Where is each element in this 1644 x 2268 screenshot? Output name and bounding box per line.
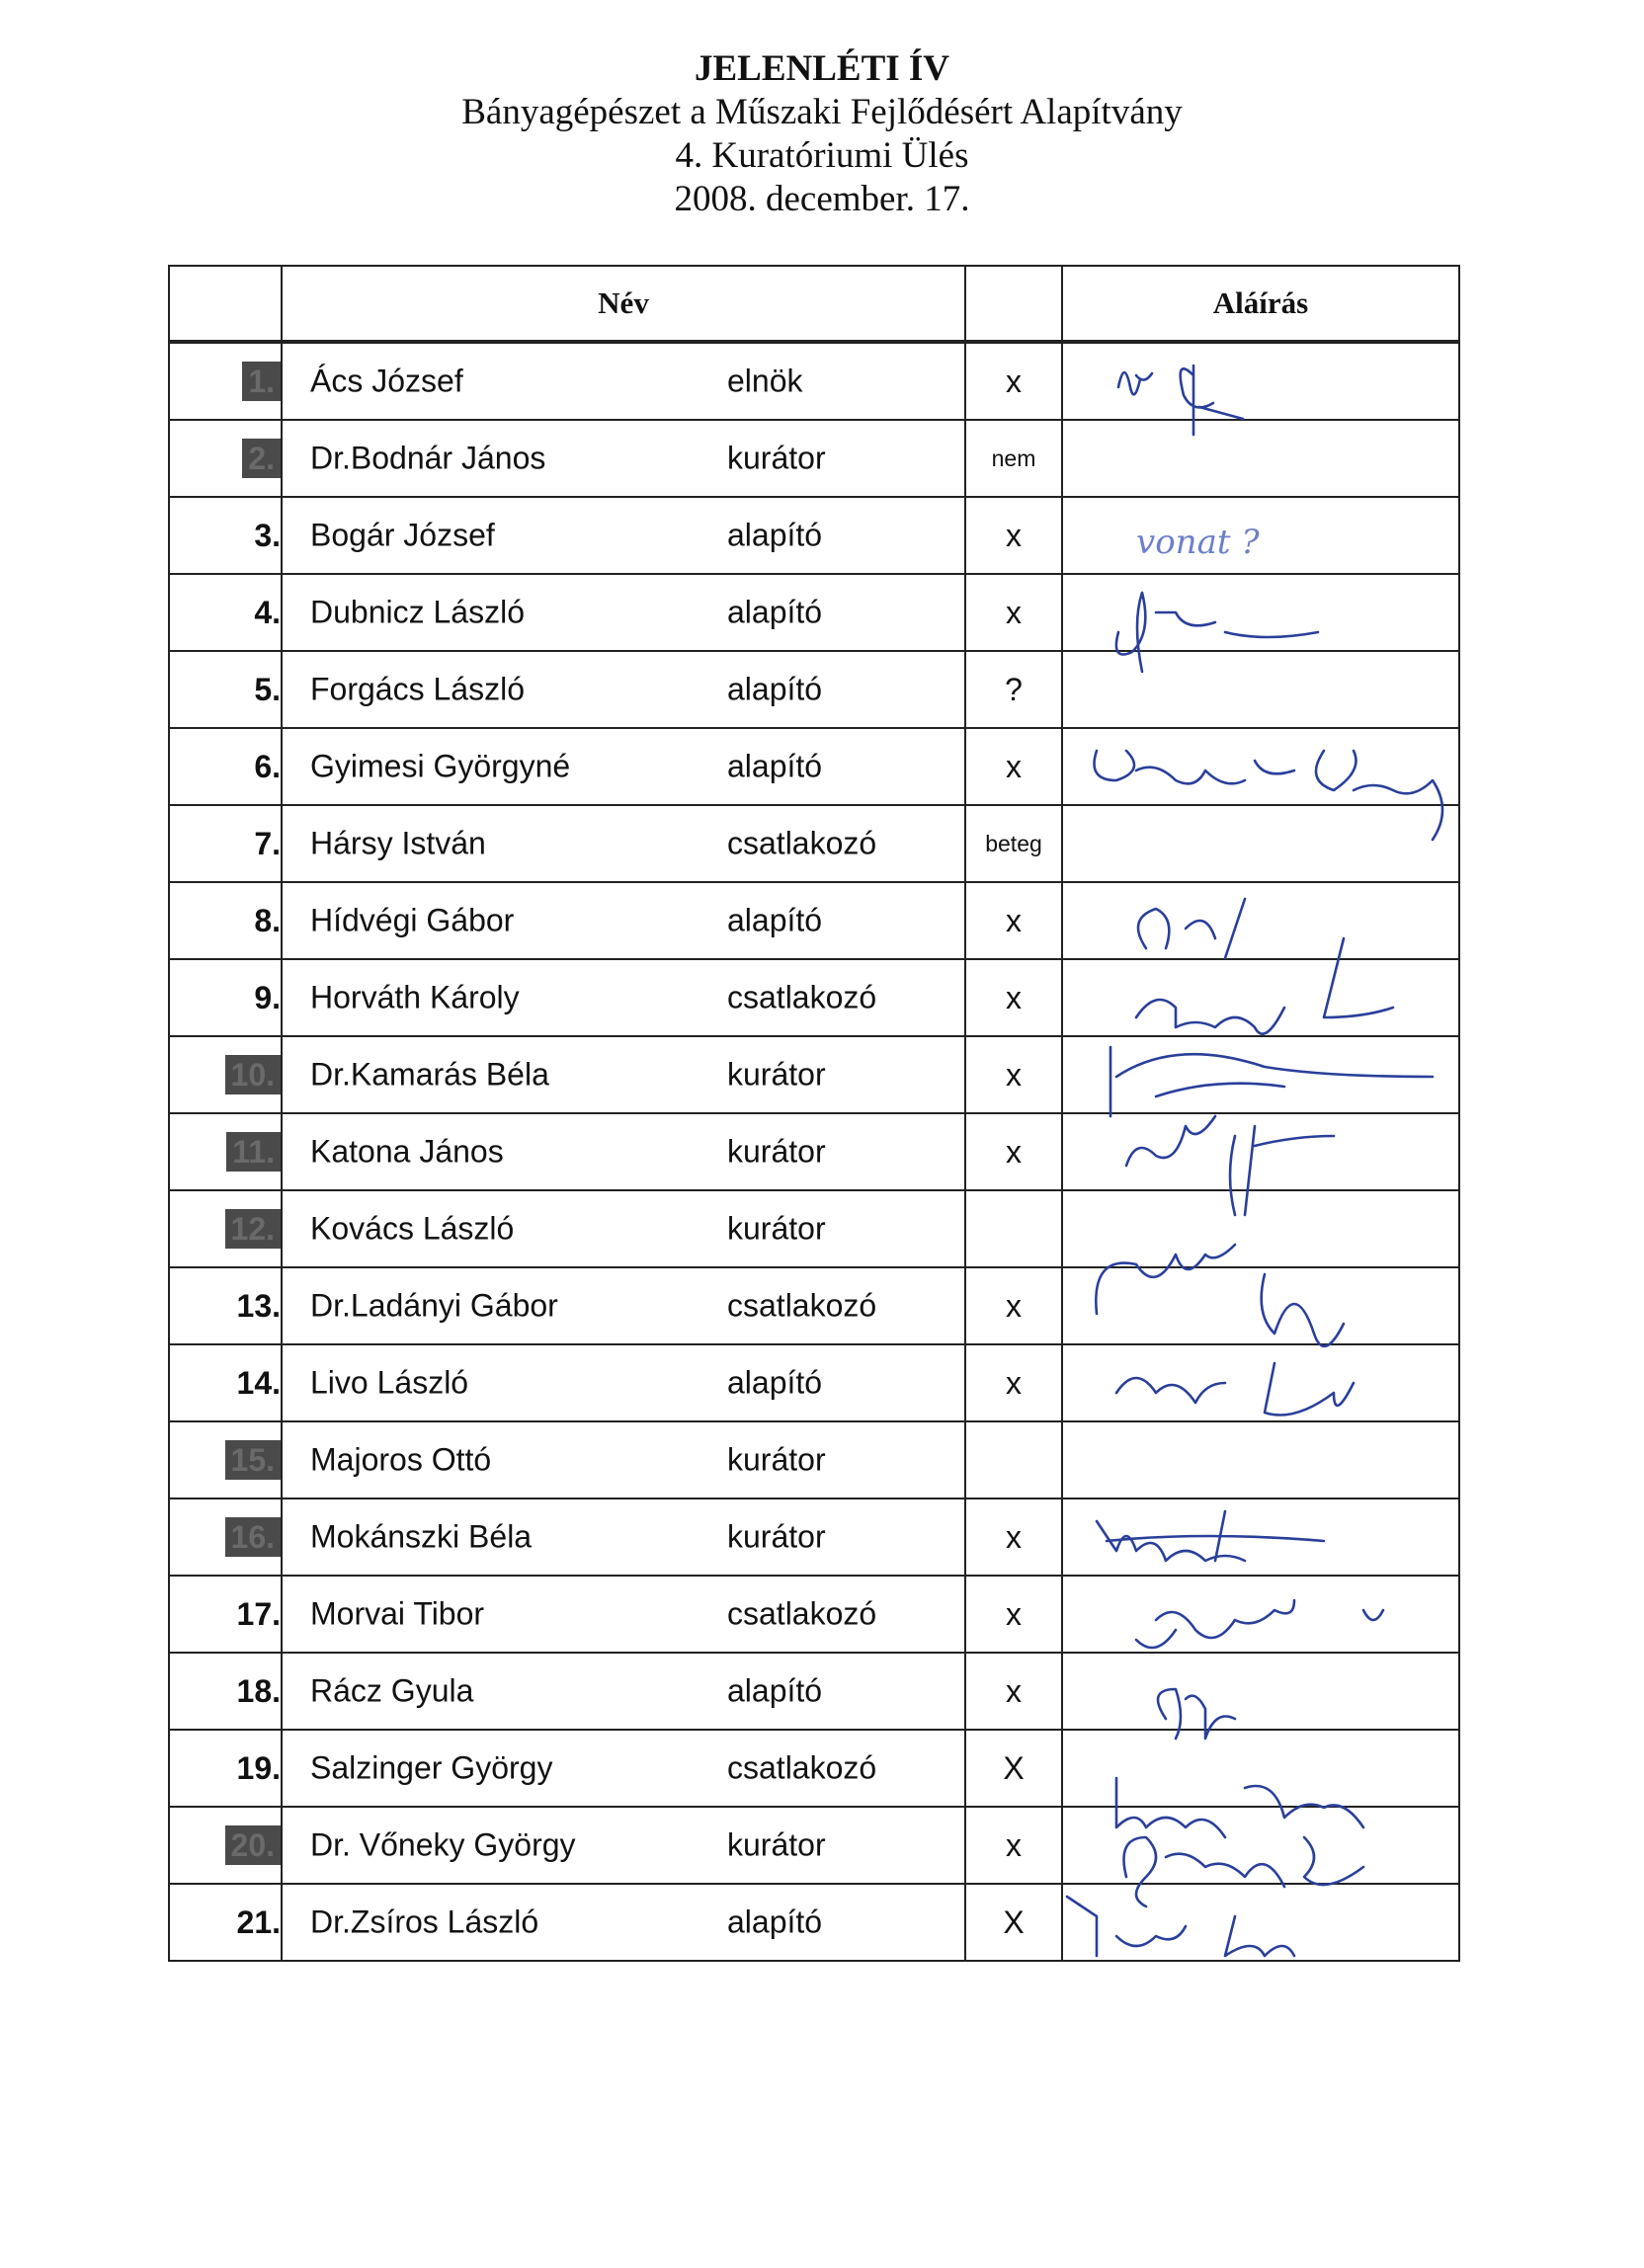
member-name: Forgács László (310, 671, 525, 707)
row-number-label: 9. (254, 979, 281, 1015)
row-number-label: 15. (225, 1440, 281, 1480)
attendance-mark: x (965, 1807, 1062, 1884)
table-row (169, 882, 1459, 959)
row-number-label: 3. (254, 517, 281, 553)
attendance-mark: x (965, 1344, 1062, 1421)
member-name: Hársy István (310, 825, 486, 861)
meeting-name: 4. Kuratóriumi Ülés (675, 135, 969, 176)
member-role: alapító (727, 671, 823, 707)
member-cell (282, 1421, 965, 1498)
signature-cell (1062, 651, 1459, 728)
member-cell (282, 1190, 965, 1267)
table-row (169, 1498, 1459, 1576)
table-row (169, 728, 1459, 805)
member-role: csatlakozó (727, 1749, 877, 1786)
row-number-label: 10. (225, 1055, 281, 1094)
member-role: csatlakozó (727, 1287, 877, 1324)
attendance-mark: beteg (965, 805, 1062, 882)
table-row (169, 1113, 1459, 1190)
attendance-mark: X (965, 1884, 1062, 1961)
row-number-label: 20. (225, 1825, 281, 1865)
attendance-mark: nem (965, 420, 1062, 497)
table-row (169, 420, 1459, 497)
signature-cell (1062, 1190, 1459, 1267)
member-name: Morvai Tibor (310, 1595, 485, 1632)
row-number (169, 1884, 282, 1961)
attendance-mark: x (965, 882, 1062, 959)
row-number (169, 342, 282, 420)
member-cell (282, 1884, 965, 1961)
member-name: Hídvégi Gábor (310, 902, 515, 938)
member-name: Dr. Vőneky György (310, 1826, 576, 1863)
attendance-mark: x (965, 1576, 1062, 1653)
member-name: Salzinger György (310, 1749, 553, 1786)
signature-cell (1062, 342, 1459, 420)
member-name: Horváth Károly (310, 979, 520, 1015)
row-number-label: 5. (254, 671, 281, 707)
document-header (0, 47, 1644, 221)
signature-cell (1062, 1576, 1459, 1653)
number-column-header (169, 266, 282, 342)
row-number (169, 1190, 282, 1267)
member-role: csatlakozó (727, 825, 877, 861)
row-number-label: 8. (254, 902, 281, 938)
attendance-mark: x (965, 574, 1062, 651)
row-number (169, 1267, 282, 1344)
signature-cell (1062, 420, 1459, 497)
member-role: alapító (727, 1364, 823, 1401)
member-role: kurátor (727, 1826, 826, 1863)
table-row (169, 1421, 1459, 1498)
attendance-mark: X (965, 1730, 1062, 1807)
row-number (169, 574, 282, 651)
member-cell (282, 1036, 965, 1113)
signature-cell (1062, 805, 1459, 882)
row-number (169, 651, 282, 728)
member-role: alapító (727, 902, 823, 938)
signature-cell (1062, 497, 1459, 574)
member-role: kurátor (727, 1210, 826, 1247)
attendance-mark: x (965, 1498, 1062, 1576)
signature-cell (1062, 1884, 1459, 1961)
member-role: kurátor (727, 440, 826, 476)
row-number (169, 1807, 282, 1884)
member-cell (282, 1344, 965, 1421)
signature-cell (1062, 1344, 1459, 1421)
member-role: alapító (727, 594, 823, 630)
member-name: Livo László (310, 1364, 469, 1401)
row-number (169, 728, 282, 805)
member-role: alapító (727, 748, 823, 784)
table-row (169, 651, 1459, 728)
signature-cell (1062, 882, 1459, 959)
member-role: alapító (727, 1904, 823, 1940)
row-number (169, 1498, 282, 1576)
attendance-mark: x (965, 959, 1062, 1036)
table-row (169, 1807, 1459, 1884)
member-role: kurátor (727, 1133, 826, 1170)
member-cell (282, 882, 965, 959)
attendance-mark: x (965, 342, 1062, 420)
row-number (169, 1113, 282, 1190)
row-number (169, 1036, 282, 1113)
member-name: Gyimesi Györgyné (310, 748, 571, 784)
signature-cell (1062, 1498, 1459, 1576)
table-header-row (169, 266, 1459, 342)
signature-cell (1062, 1267, 1459, 1344)
row-number (169, 1576, 282, 1653)
organization-name: Bányagépészet a Műszaki Fejlődésért Alapítvány (461, 92, 1183, 132)
member-role: alapító (727, 517, 823, 553)
attendance-column-header (965, 266, 1062, 342)
member-role: elnök (727, 363, 803, 399)
table-row (169, 1576, 1459, 1653)
signature-cell (1062, 1730, 1459, 1807)
member-name: Majoros Ottó (310, 1441, 492, 1478)
member-name: Dr.Ladányi Gábor (310, 1287, 558, 1324)
table-row (169, 805, 1459, 882)
member-role: csatlakozó (727, 1595, 877, 1632)
row-number-label: 14. (236, 1364, 281, 1401)
member-cell (282, 1730, 965, 1807)
member-role: kurátor (727, 1518, 826, 1555)
member-cell (282, 651, 965, 728)
name-column-header: Név (282, 266, 965, 342)
member-role: csatlakozó (727, 979, 877, 1015)
table-row (169, 1653, 1459, 1730)
attendance-mark: x (965, 728, 1062, 805)
member-name: Kovács László (310, 1210, 515, 1247)
attendance-mark: x (965, 497, 1062, 574)
table-row (169, 574, 1459, 651)
row-number (169, 959, 282, 1036)
member-name: Bogár József (310, 517, 495, 553)
signature-cell (1062, 1036, 1459, 1113)
row-number (169, 1730, 282, 1807)
attendance-mark: ? (965, 651, 1062, 728)
member-name: Dubnicz László (310, 594, 525, 630)
member-cell (282, 1267, 965, 1344)
member-cell (282, 420, 965, 497)
row-number-label: 17. (236, 1595, 281, 1632)
attendance-mark (965, 1421, 1062, 1498)
member-name: Rácz Gyula (310, 1672, 474, 1709)
row-number (169, 1653, 282, 1730)
table-row (169, 1730, 1459, 1807)
attendance-mark: x (965, 1113, 1062, 1190)
row-number-label: 7. (254, 825, 281, 861)
row-number-label: 4. (254, 594, 281, 630)
row-number (169, 882, 282, 959)
row-number-label: 13. (236, 1287, 281, 1324)
signature-cell (1062, 1421, 1459, 1498)
row-number-label: 2. (242, 439, 281, 478)
member-role: kurátor (727, 1056, 826, 1093)
member-name: Mokánszki Béla (310, 1518, 533, 1555)
row-number-label: 21. (236, 1904, 281, 1940)
member-cell (282, 1113, 965, 1190)
meeting-date: 2008. december. 17. (674, 179, 970, 219)
signature-cell (1062, 1653, 1459, 1730)
row-number-label: 12. (225, 1209, 281, 1249)
table-row (169, 1036, 1459, 1113)
row-number-label: 18. (236, 1672, 281, 1709)
row-number-label: 16. (225, 1517, 281, 1557)
signature-cell (1062, 1807, 1459, 1884)
attendance-mark (965, 1190, 1062, 1267)
row-number (169, 1344, 282, 1421)
signature-cell (1062, 1113, 1459, 1190)
table-row (169, 1267, 1459, 1344)
member-cell (282, 497, 965, 574)
signature-cell (1062, 959, 1459, 1036)
table-row (169, 497, 1459, 574)
row-number (169, 497, 282, 574)
member-name: Dr.Bodnár János (310, 440, 546, 476)
member-name: Katona János (310, 1133, 504, 1170)
member-role: kurátor (727, 1441, 826, 1478)
member-cell (282, 728, 965, 805)
attendance-table (168, 265, 1460, 1962)
member-name: Ács József (310, 363, 463, 399)
row3-handwritten-note: vonat ? (1136, 523, 1260, 562)
member-name: Dr.Zsíros László (310, 1904, 539, 1940)
row-number-label: 1. (242, 362, 281, 401)
row-number-label: 11. (226, 1132, 281, 1172)
member-cell (282, 1807, 965, 1884)
row-number (169, 420, 282, 497)
member-name: Dr.Kamarás Béla (310, 1056, 549, 1093)
member-cell (282, 1653, 965, 1730)
member-cell (282, 1498, 965, 1576)
signature-cell (1062, 574, 1459, 651)
row-number-label: 6. (254, 748, 281, 784)
signature-cell (1062, 728, 1459, 805)
document-title: JELENLÉTI ÍV (694, 48, 950, 89)
attendance-mark: x (965, 1036, 1062, 1113)
table-row (169, 342, 1459, 420)
attendance-mark: x (965, 1653, 1062, 1730)
table-row (169, 1344, 1459, 1421)
member-cell (282, 805, 965, 882)
member-cell (282, 1576, 965, 1653)
attendance-mark: x (965, 1267, 1062, 1344)
member-role: alapító (727, 1672, 823, 1709)
row-number (169, 1421, 282, 1498)
table-row (169, 959, 1459, 1036)
signature-column-header: Aláírás (1062, 266, 1459, 342)
row-number-label: 19. (236, 1749, 281, 1786)
row-number (169, 805, 282, 882)
member-cell (282, 342, 965, 420)
table-row (169, 1190, 1459, 1267)
table-row (169, 1884, 1459, 1961)
member-cell (282, 574, 965, 651)
member-cell (282, 959, 965, 1036)
